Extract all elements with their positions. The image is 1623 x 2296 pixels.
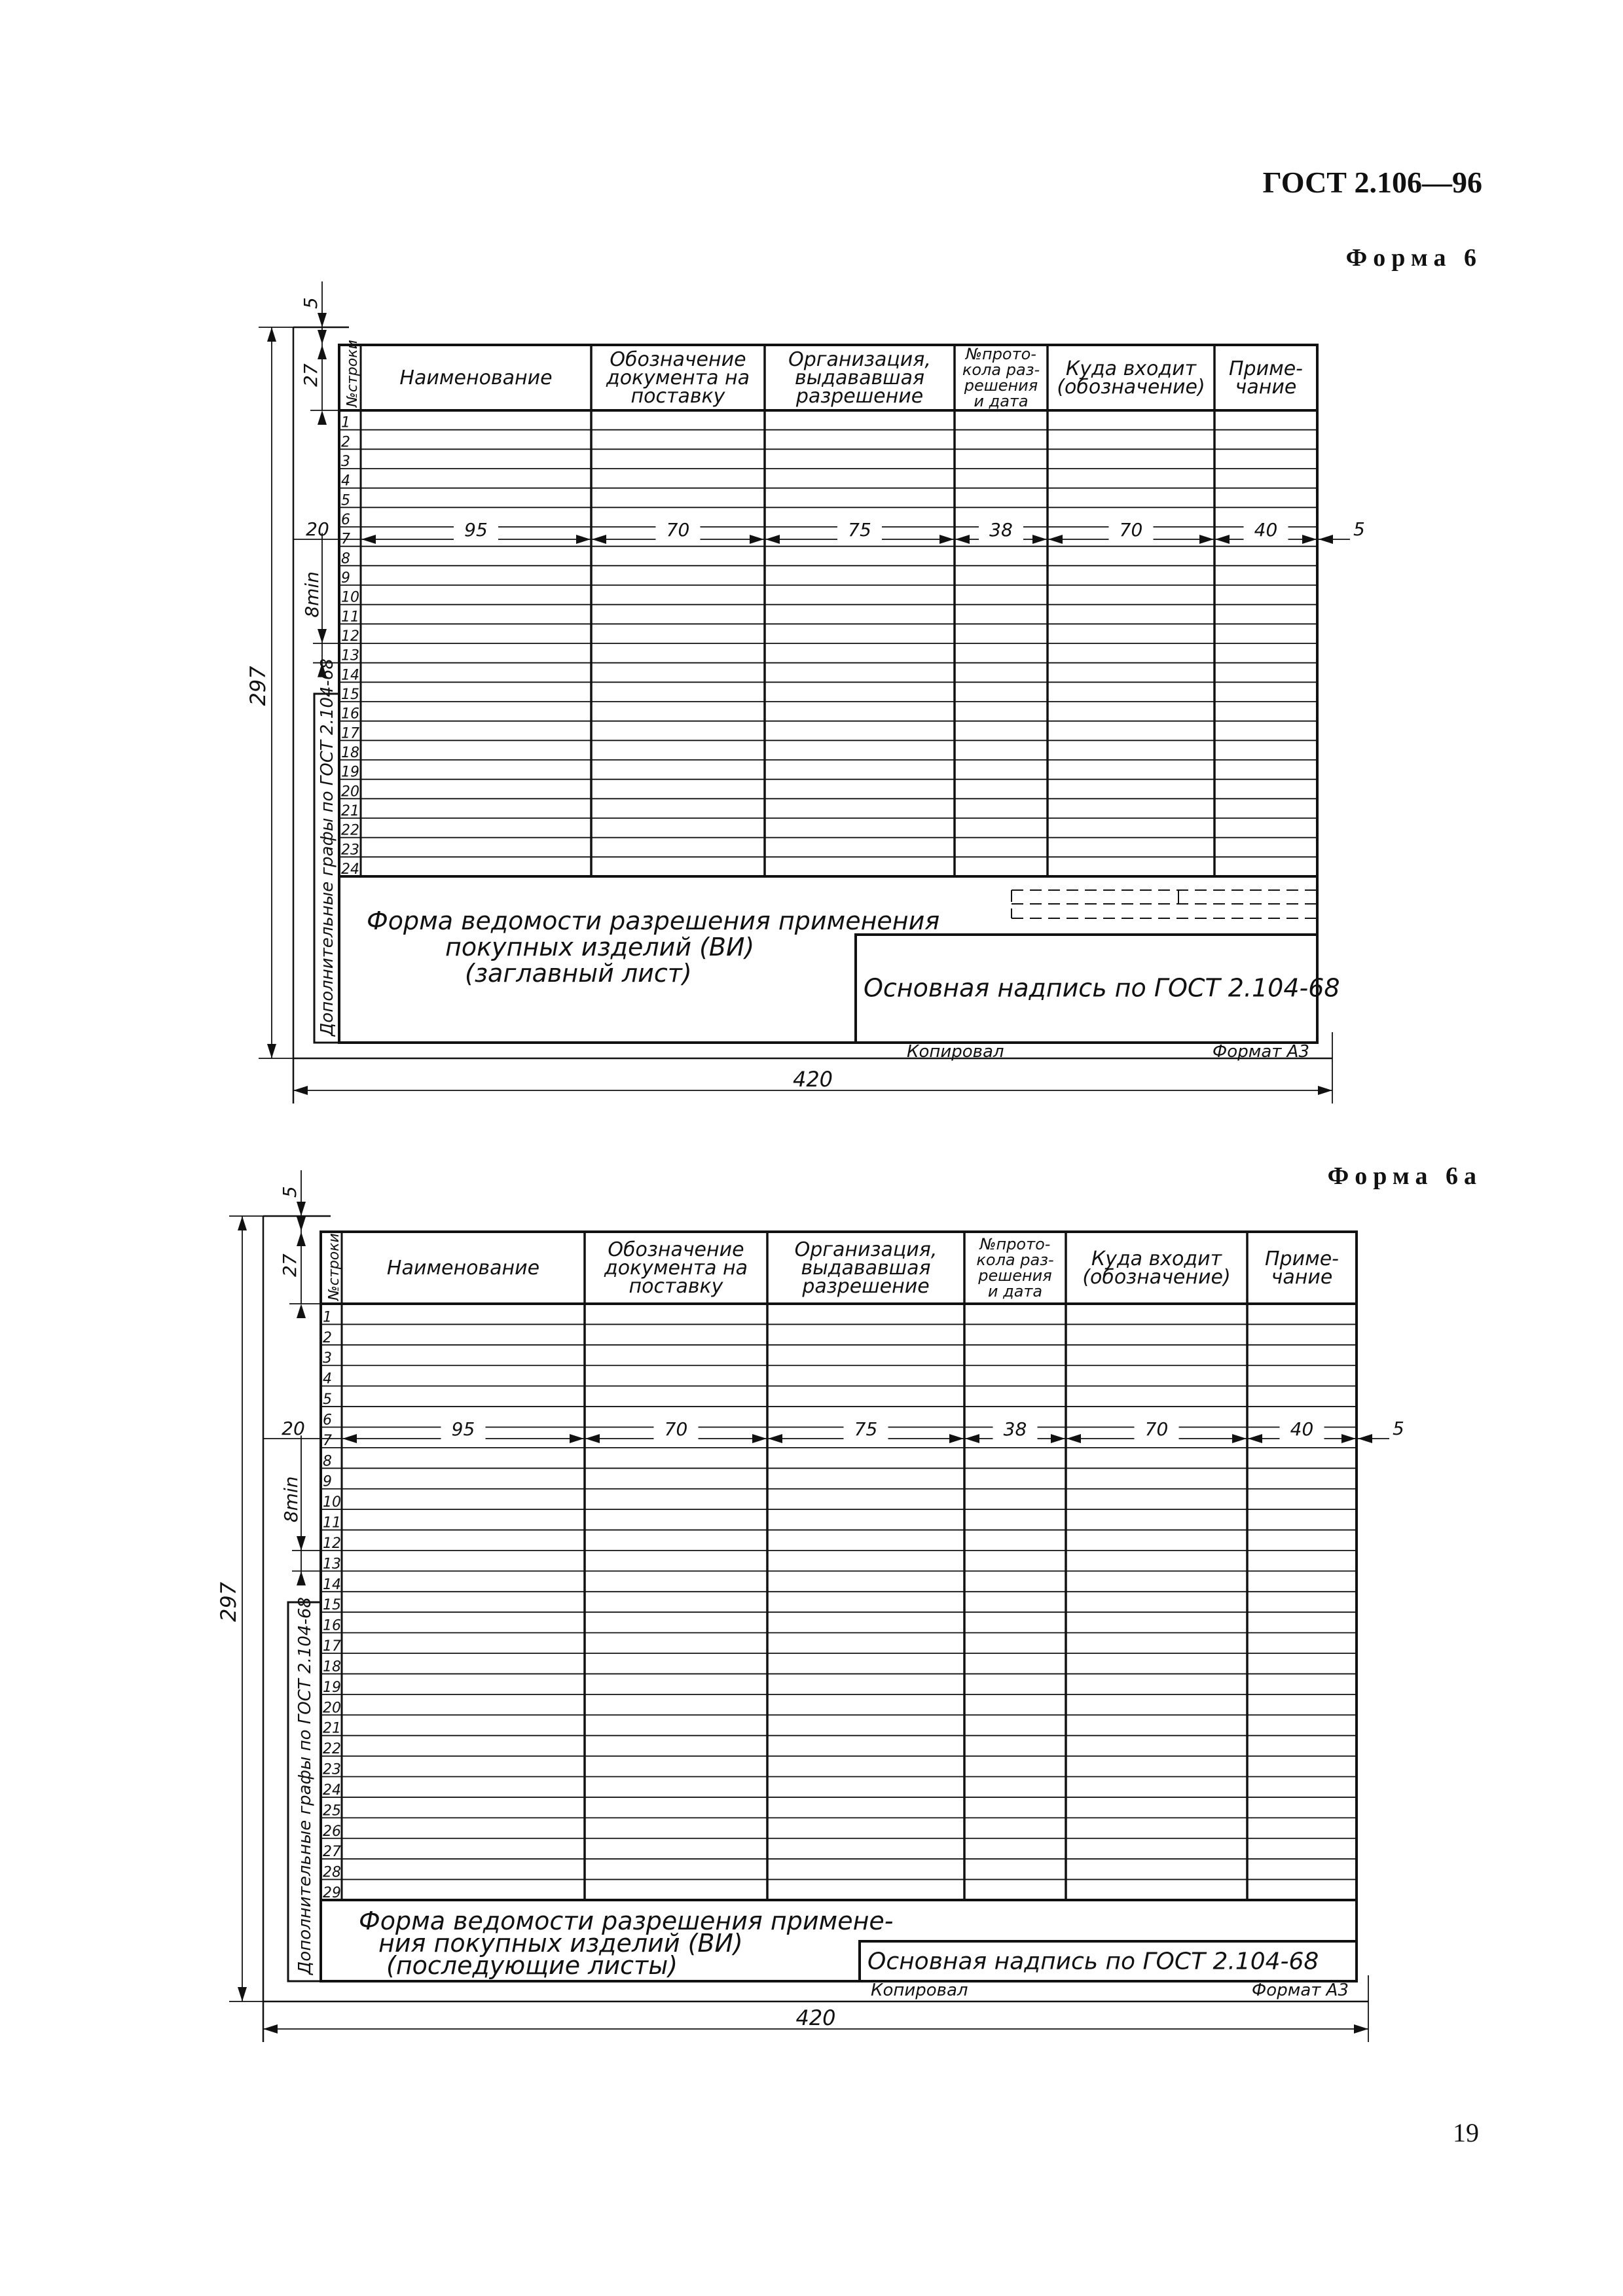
- row-number: 20: [341, 783, 359, 800]
- column-header-where_used: (обозначение): [1057, 376, 1205, 399]
- column-header-note: Приме-: [1264, 1247, 1340, 1270]
- dimension-arrow: [570, 1434, 584, 1443]
- row-number: 24: [323, 1782, 341, 1799]
- dimension-arrow: [1341, 1434, 1356, 1443]
- row-number: 6: [323, 1412, 332, 1429]
- row-number: 26: [323, 1823, 341, 1840]
- column-header-protocol: кола раз-: [962, 361, 1040, 379]
- row-number-header: №строки: [326, 1233, 342, 1300]
- column-width-label: 95: [464, 519, 488, 541]
- column-header-name: Наименование: [399, 367, 553, 389]
- dimension-arrow: [1302, 535, 1317, 544]
- row-number: 5: [323, 1391, 332, 1408]
- dimension-arrow: [1358, 1434, 1372, 1443]
- left-margin-label: 20: [306, 518, 329, 540]
- dimension-arrow: [297, 1571, 306, 1585]
- form-title-line: ния покупных изделий (ВИ): [378, 1929, 743, 1958]
- additional-columns-label: Дополнительные графы по ГОСТ 2.104-68: [318, 658, 337, 1036]
- row-number: 27: [323, 1844, 341, 1861]
- column-width-label: 70: [1119, 519, 1143, 541]
- dimension-arrow: [765, 535, 780, 544]
- dimension-arrow: [949, 1434, 964, 1443]
- form-6-drawing: [246, 281, 1365, 1103]
- column-header-designation: поставку: [630, 385, 725, 408]
- row-number: 22: [323, 1741, 341, 1758]
- column-width-label: 95: [451, 1418, 475, 1440]
- row-number: 14: [341, 667, 359, 684]
- right-margin-label: 5: [1353, 518, 1365, 540]
- row-number: 12: [323, 1535, 341, 1552]
- row-number: 11: [341, 609, 359, 626]
- right-margin-label: 5: [1393, 1418, 1404, 1439]
- header-height-label: 27: [279, 1253, 301, 1277]
- row-number: 2: [323, 1329, 332, 1346]
- row-number: 11: [323, 1515, 341, 1532]
- column-width-label: 70: [1144, 1418, 1169, 1440]
- row-number: 5: [341, 492, 350, 509]
- row-number: 8: [341, 550, 350, 567]
- format-label: Формат А3: [1212, 1042, 1309, 1062]
- column-header-protocol: №прото-: [979, 1235, 1051, 1253]
- dimension-arrow: [238, 1216, 247, 1230]
- row-number: 16: [341, 706, 359, 723]
- row-number: 13: [323, 1556, 341, 1573]
- row-number: 17: [323, 1638, 341, 1655]
- column-header-organization: выдававшая: [794, 367, 925, 389]
- dimension-arrow: [318, 410, 327, 425]
- row-number: 13: [341, 647, 359, 664]
- form-frame: [321, 1232, 1357, 1981]
- column-header-note: Приме-: [1228, 357, 1304, 380]
- row-number: 1: [341, 414, 350, 431]
- dimension-arrow: [1232, 1434, 1247, 1443]
- column-width-label: 38: [989, 519, 1013, 541]
- column-header-where_used: Куда входит: [1091, 1247, 1222, 1270]
- column-width-label: 38: [1003, 1418, 1027, 1440]
- dimension-arrow: [768, 1434, 782, 1443]
- dimension-arrow: [293, 1086, 308, 1095]
- column-width-label: 75: [854, 1418, 878, 1440]
- column-header-note: чание: [1235, 376, 1297, 399]
- column-header-protocol: решения: [978, 1266, 1052, 1285]
- dimension-arrow: [1032, 535, 1047, 544]
- dimension-arrow: [939, 535, 954, 544]
- row-number: 18: [341, 745, 359, 761]
- dimension-arrow: [1215, 535, 1230, 544]
- dimension-arrow: [238, 1987, 247, 2001]
- dimension-arrow: [750, 535, 764, 544]
- row-number: 7: [323, 1432, 332, 1449]
- dimension-arrow: [297, 1536, 306, 1551]
- dimension-arrow: [263, 2024, 278, 2034]
- column-header-organization: выдававшая: [801, 1257, 931, 1280]
- dimension-arrow: [965, 1434, 979, 1443]
- column-header-protocol: кола раз-: [976, 1251, 1054, 1269]
- row-number: 23: [323, 1761, 341, 1778]
- form-title-line: Форма ведомости разрешения применения: [367, 906, 940, 935]
- row-number: 23: [341, 842, 359, 859]
- column-header-protocol: и дата: [974, 392, 1029, 410]
- row-number: 16: [323, 1617, 341, 1634]
- row-number: 2: [341, 434, 350, 451]
- row-number: 3: [341, 454, 350, 470]
- dimension-arrow: [297, 1304, 306, 1318]
- form-6-label: Форма 6: [1345, 244, 1482, 272]
- left-margin-label: 20: [282, 1418, 305, 1439]
- row-number: 4: [323, 1371, 332, 1388]
- dimension-arrow: [1248, 1434, 1262, 1443]
- row-number: 19: [341, 764, 359, 781]
- row-number: 21: [323, 1720, 341, 1737]
- row-number: 6: [341, 512, 350, 528]
- row-number: 9: [341, 570, 350, 586]
- column-width-label: 70: [666, 519, 690, 541]
- column-header-protocol: решения: [964, 376, 1038, 395]
- dimension-arrow: [585, 1434, 600, 1443]
- dimension-arrow: [342, 1434, 357, 1443]
- form-title-line: покупных изделий (ВИ): [445, 933, 755, 961]
- column-width-label: 40: [1290, 1418, 1314, 1440]
- column-header-organization: разрешение: [802, 1275, 930, 1298]
- dimension-arrow: [361, 535, 376, 544]
- row-number: 3: [323, 1350, 332, 1367]
- column-header-designation: Обозначение: [608, 1238, 744, 1261]
- column-header-protocol: №прото-: [966, 345, 1036, 363]
- row-number: 10: [341, 589, 359, 606]
- row-number: 15: [341, 687, 359, 703]
- column-header-designation: документа на: [604, 1257, 748, 1280]
- form-title-line: (заглавный лист): [465, 959, 692, 988]
- dimension-arrow: [1048, 535, 1063, 544]
- column-width-label: 75: [848, 519, 871, 541]
- dimension-arrow: [318, 330, 327, 344]
- column-header-organization: Организация,: [788, 348, 931, 371]
- column-header-designation: поставку: [629, 1275, 723, 1298]
- row-number: 21: [341, 803, 359, 819]
- row-number: 1: [323, 1309, 332, 1326]
- dimension-arrow: [297, 1232, 306, 1246]
- dimension-arrow: [752, 1434, 767, 1443]
- row-number: 15: [323, 1597, 341, 1614]
- dimension-arrow: [318, 345, 327, 359]
- column-header-protocol: и дата: [987, 1282, 1043, 1300]
- top-margin-label: 5: [279, 1186, 301, 1198]
- row-min-label: 8min: [301, 571, 323, 618]
- dimension-arrow: [1318, 1086, 1332, 1095]
- page-number: 19: [1453, 2118, 1479, 2147]
- form-title-line: Форма ведомости разрешения примене-: [359, 1907, 894, 1935]
- row-number: 4: [341, 473, 350, 490]
- dimension-arrow: [267, 1044, 276, 1058]
- row-number: 10: [323, 1494, 341, 1511]
- row-number: 9: [323, 1473, 332, 1490]
- row-number: 19: [323, 1679, 341, 1696]
- row-number: 8: [323, 1453, 332, 1470]
- sheet-width-label: 420: [792, 1067, 833, 1092]
- format-label: Формат А3: [1251, 1981, 1349, 2000]
- copied-label: Копировал: [907, 1042, 1004, 1062]
- row-number: 18: [323, 1659, 341, 1676]
- additional-columns-label: Дополнительные графы по ГОСТ 2.104-68: [295, 1597, 315, 1975]
- column-header-name: Наименование: [386, 1257, 540, 1280]
- dimension-arrow: [1319, 535, 1333, 544]
- column-header-organization: разрешение: [795, 385, 924, 408]
- dimension-arrow: [592, 535, 606, 544]
- column-width-label: 70: [664, 1418, 688, 1440]
- dimension-arrow: [1354, 2024, 1368, 2034]
- dimension-arrow: [1067, 1434, 1081, 1443]
- row-number: 28: [323, 1864, 341, 1881]
- form-6a-label: Форма 6а: [1327, 1162, 1482, 1190]
- standard-header: ГОСТ 2.106—96: [1262, 166, 1482, 199]
- sheet-height-label: 297: [246, 666, 270, 706]
- title-block-label: Основная надпись по ГОСТ 2.104-68: [864, 973, 1340, 1003]
- dimension-arrow: [955, 535, 970, 544]
- header-height-label: 27: [300, 363, 321, 387]
- column-header-organization: Организация,: [794, 1238, 938, 1261]
- dimension-arrow: [297, 1217, 306, 1231]
- sheet-width-label: 420: [795, 2005, 836, 2030]
- form-title-line: (последующие листы): [386, 1951, 678, 1980]
- dimension-arrow: [1051, 1434, 1065, 1443]
- column-width-label: 40: [1254, 519, 1278, 541]
- row-number: 7: [341, 531, 350, 548]
- row-number: 17: [341, 725, 359, 742]
- copied-label: Копировал: [871, 1981, 968, 2000]
- row-number: 14: [323, 1576, 341, 1593]
- row-number: 20: [323, 1700, 341, 1717]
- column-header-where_used: Куда входит: [1065, 357, 1197, 380]
- row-number: 12: [341, 628, 359, 645]
- row-number: 29: [323, 1885, 341, 1901]
- top-margin-label: 5: [300, 297, 321, 309]
- title-block-label: Основная надпись по ГОСТ 2.104-68: [867, 1948, 1319, 1975]
- sheet-height-label: 297: [216, 1581, 241, 1622]
- column-header-note: чание: [1271, 1266, 1333, 1289]
- column-header-where_used: (обозначение): [1082, 1266, 1231, 1289]
- row-number: 24: [341, 861, 359, 878]
- row-number: 22: [341, 822, 359, 839]
- dimension-arrow: [1199, 535, 1214, 544]
- row-min-label: 8min: [280, 1476, 302, 1523]
- dimension-arrow: [318, 313, 327, 327]
- row-number: 25: [323, 1803, 341, 1820]
- column-header-designation: документа на: [606, 367, 750, 389]
- column-header-designation: Обозначение: [610, 348, 746, 371]
- dimension-arrow: [576, 535, 591, 544]
- dimension-arrow: [318, 629, 327, 643]
- dimension-arrow: [297, 1202, 306, 1216]
- form-6a-drawing: [216, 1170, 1404, 2042]
- dimension-arrow: [267, 327, 276, 342]
- row-number-header: №строки: [344, 340, 361, 407]
